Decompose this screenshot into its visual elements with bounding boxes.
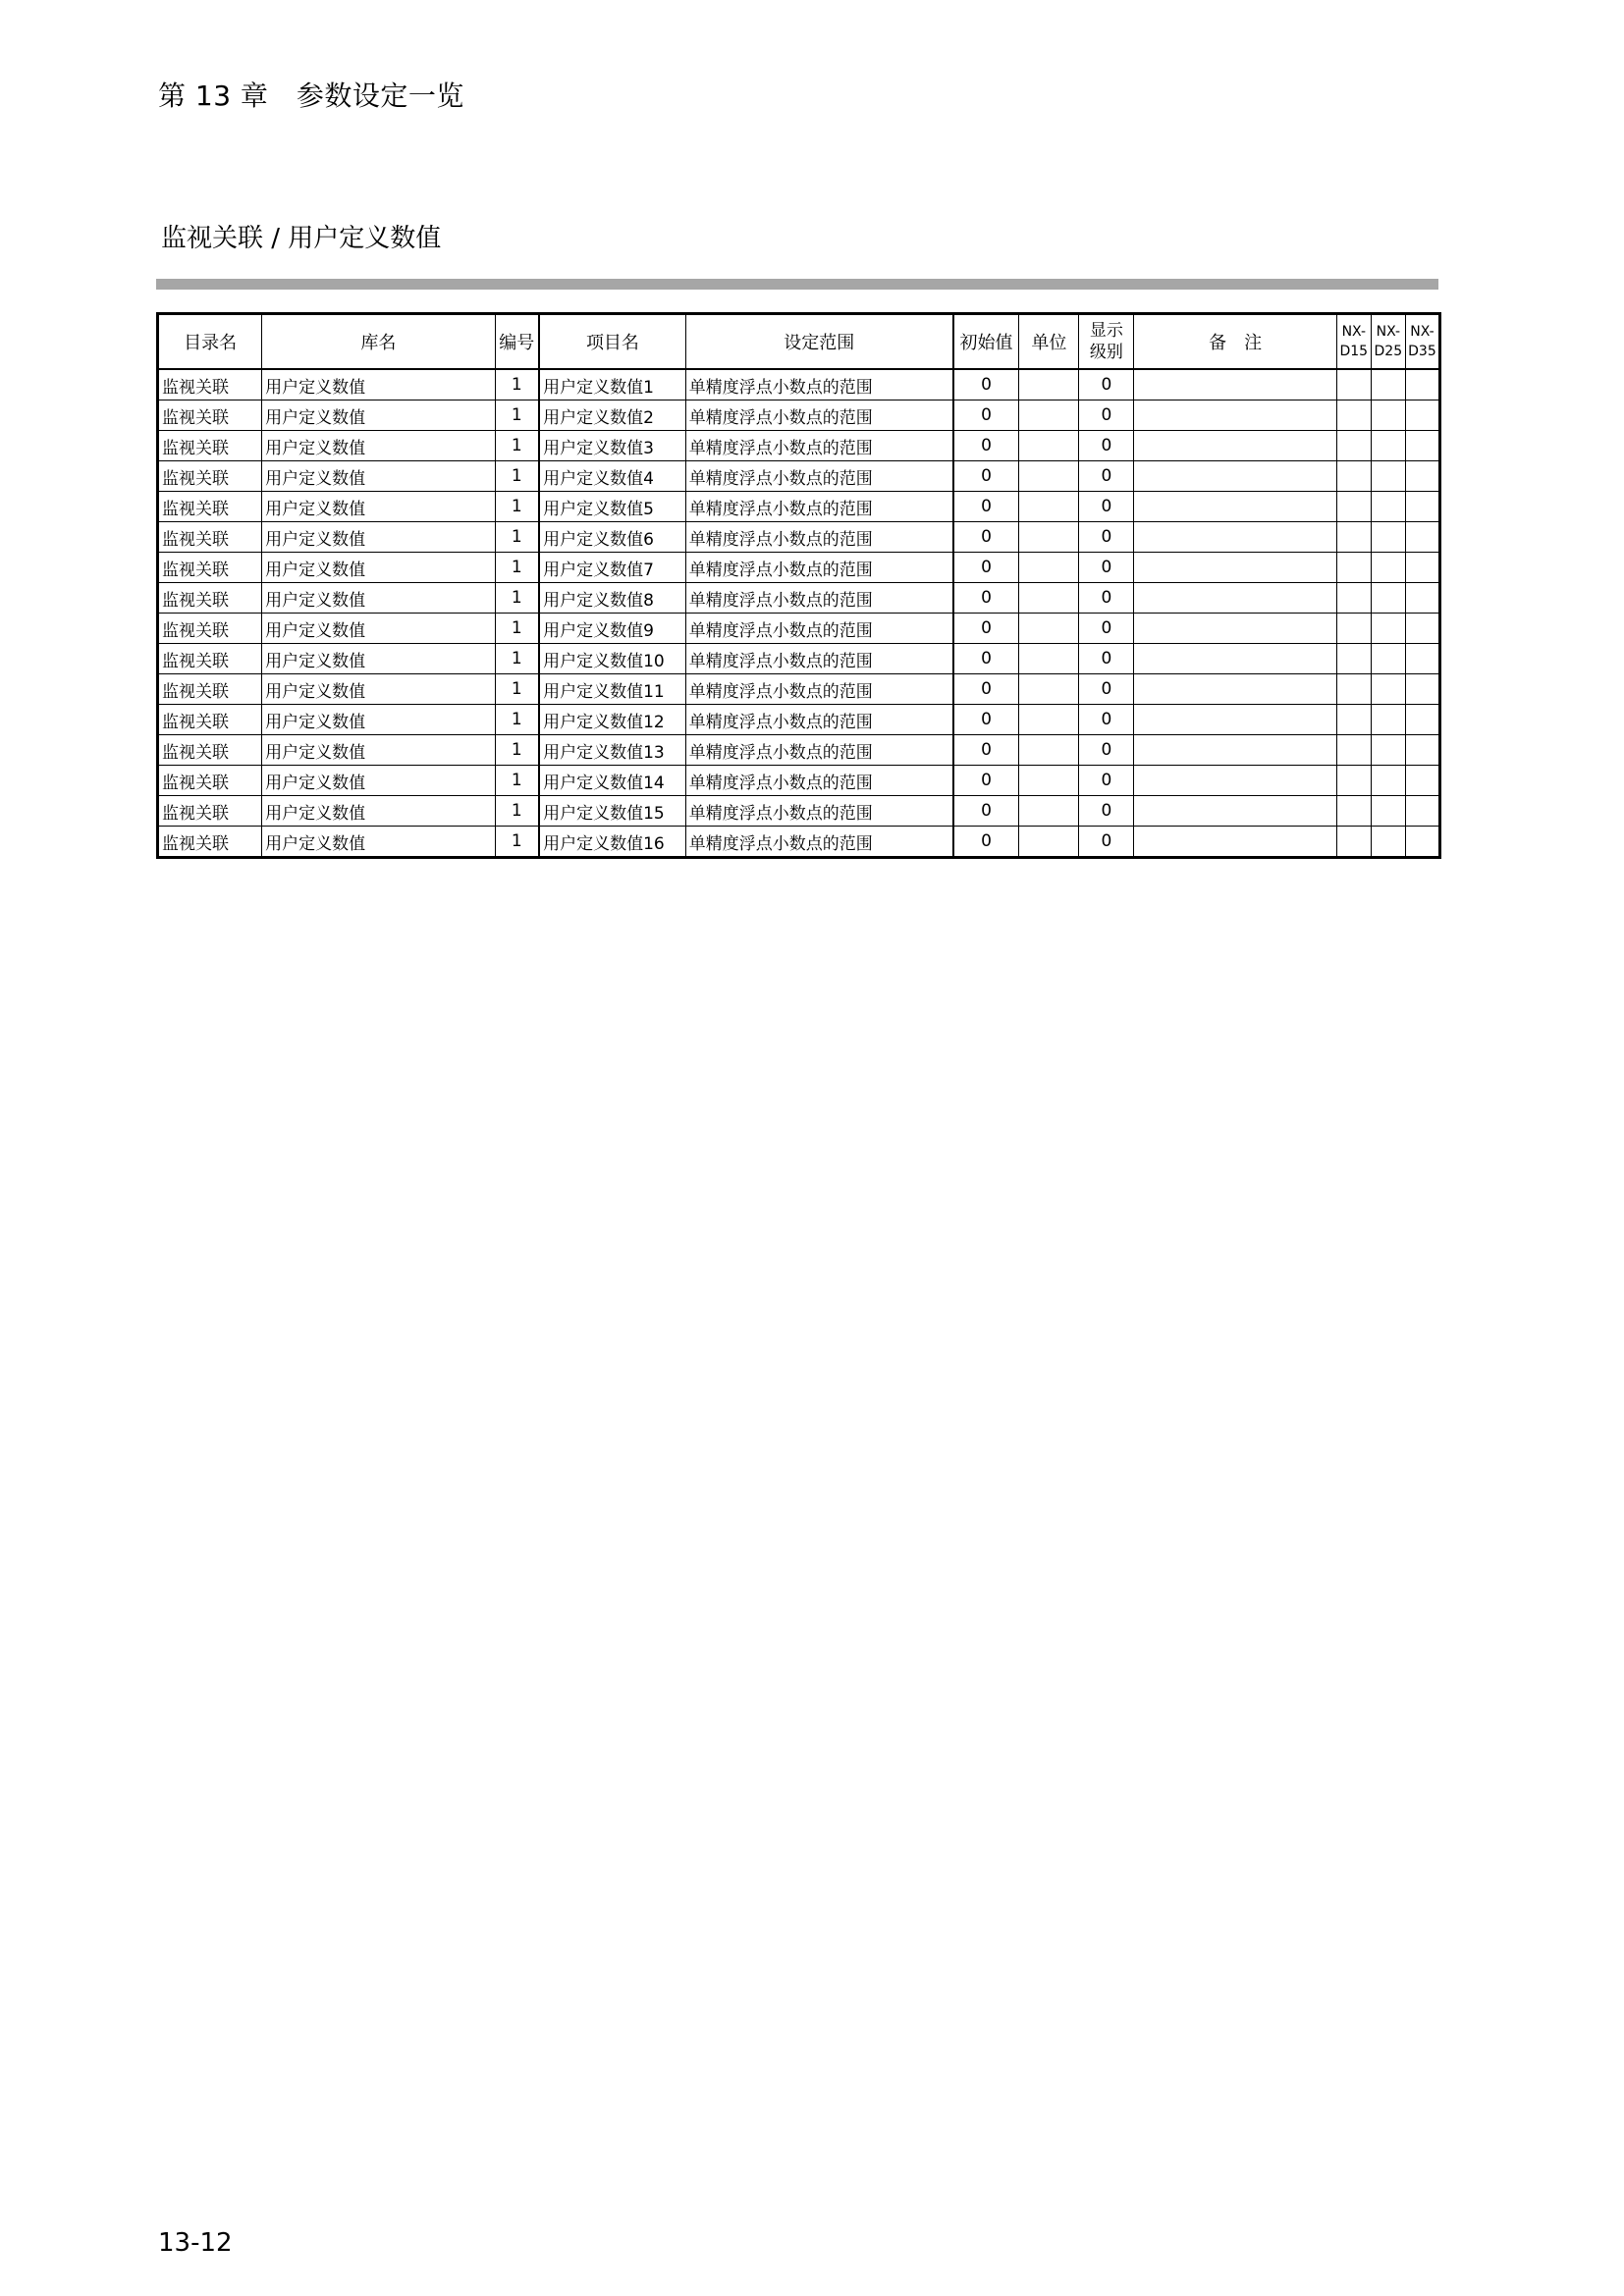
cell-display-level: 0 [1079,735,1134,766]
cell-initial: 0 [953,735,1019,766]
cell-catalog: 监视关联 [158,705,262,735]
cell-unit [1019,553,1079,583]
cell-item: 用户定义数值4 [539,461,685,492]
table-row [158,644,1440,674]
cell-display-level: 0 [1079,644,1134,674]
cell-initial: 0 [953,431,1019,461]
cell-catalog: 监视关联 [158,461,262,492]
table-row [158,461,1440,492]
table-row [158,827,1440,858]
cell-display-level: 0 [1079,766,1134,796]
cell-range: 单精度浮点小数点的范围 [685,431,952,461]
cell-nx-d15 [1336,735,1371,766]
cell-nx-d15 [1336,796,1371,827]
cell-item: 用户定义数值3 [539,431,685,461]
table-row [158,614,1440,644]
cell-remarks [1134,796,1336,827]
cell-unit [1019,522,1079,553]
cell-initial: 0 [953,827,1019,858]
cell-remarks [1134,674,1336,705]
cell-number: 1 [495,766,539,796]
cell-item: 用户定义数值6 [539,522,685,553]
cell-initial: 0 [953,522,1019,553]
cell-library: 用户定义数值 [262,674,495,705]
cell-initial: 0 [953,644,1019,674]
cell-library: 用户定义数值 [262,796,495,827]
cell-initial: 0 [953,583,1019,614]
cell-library: 用户定义数值 [262,705,495,735]
cell-remarks [1134,614,1336,644]
cell-number: 1 [495,827,539,858]
cell-number: 1 [495,614,539,644]
cell-number: 1 [495,461,539,492]
cell-initial: 0 [953,553,1019,583]
cell-nx-d15 [1336,522,1371,553]
cell-nx-d35 [1405,614,1439,644]
cell-unit [1019,674,1079,705]
cell-nx-d25 [1371,492,1405,522]
cell-remarks [1134,583,1336,614]
cell-remarks [1134,431,1336,461]
cell-nx-d25 [1371,431,1405,461]
cell-item: 用户定义数值15 [539,796,685,827]
cell-range: 单精度浮点小数点的范围 [685,644,952,674]
cell-number: 1 [495,644,539,674]
cell-range: 单精度浮点小数点的范围 [685,827,952,858]
cell-unit [1019,369,1079,400]
cell-catalog: 监视关联 [158,553,262,583]
cell-unit [1019,827,1079,858]
cell-range: 单精度浮点小数点的范围 [685,369,952,400]
cell-remarks [1134,827,1336,858]
header-range: 设定范围 [685,314,952,370]
cell-nx-d35 [1405,369,1439,400]
cell-nx-d15 [1336,400,1371,431]
cell-unit [1019,614,1079,644]
cell-library: 用户定义数值 [262,400,495,431]
cell-number: 1 [495,553,539,583]
cell-catalog: 监视关联 [158,644,262,674]
cell-nx-d25 [1371,735,1405,766]
cell-library: 用户定义数值 [262,827,495,858]
cell-library: 用户定义数值 [262,431,495,461]
cell-remarks [1134,553,1336,583]
cell-catalog: 监视关联 [158,674,262,705]
cell-catalog: 监视关联 [158,583,262,614]
header-item: 项目名 [539,314,685,370]
cell-catalog: 监视关联 [158,614,262,644]
table-row [158,735,1440,766]
cell-number: 1 [495,674,539,705]
cell-nx-d35 [1405,766,1439,796]
cell-nx-d35 [1405,735,1439,766]
cell-nx-d25 [1371,674,1405,705]
cell-number: 1 [495,400,539,431]
cell-number: 1 [495,796,539,827]
section-title: 监视关联 / 用户定义数值 [161,224,442,253]
cell-range: 单精度浮点小数点的范围 [685,705,952,735]
table-row [158,796,1440,827]
cell-nx-d35 [1405,492,1439,522]
cell-nx-d15 [1336,827,1371,858]
header-display-level: 显示级别 [1079,314,1134,370]
cell-library: 用户定义数值 [262,583,495,614]
cell-initial: 0 [953,796,1019,827]
cell-initial: 0 [953,492,1019,522]
cell-nx-d25 [1371,705,1405,735]
cell-nx-d35 [1405,400,1439,431]
cell-remarks [1134,522,1336,553]
cell-number: 1 [495,369,539,400]
cell-nx-d15 [1336,431,1371,461]
cell-nx-d25 [1371,796,1405,827]
cell-nx-d35 [1405,431,1439,461]
cell-nx-d25 [1371,614,1405,644]
cell-item: 用户定义数值7 [539,553,685,583]
table-row [158,369,1440,400]
cell-nx-d35 [1405,644,1439,674]
cell-initial: 0 [953,766,1019,796]
cell-unit [1019,705,1079,735]
cell-unit [1019,431,1079,461]
table-row [158,522,1440,553]
cell-display-level: 0 [1079,705,1134,735]
table-row [158,400,1440,431]
cell-range: 单精度浮点小数点的范围 [685,522,952,553]
cell-number: 1 [495,522,539,553]
cell-remarks [1134,766,1336,796]
header-unit: 单位 [1019,314,1079,370]
cell-nx-d15 [1336,461,1371,492]
cell-item: 用户定义数值12 [539,705,685,735]
cell-nx-d35 [1405,583,1439,614]
header-initial: 初始值 [953,314,1019,370]
cell-range: 单精度浮点小数点的范围 [685,735,952,766]
cell-library: 用户定义数值 [262,644,495,674]
cell-nx-d15 [1336,583,1371,614]
cell-display-level: 0 [1079,583,1134,614]
cell-catalog: 监视关联 [158,431,262,461]
cell-catalog: 监视关联 [158,735,262,766]
cell-nx-d15 [1336,766,1371,796]
cell-nx-d25 [1371,553,1405,583]
cell-item: 用户定义数值14 [539,766,685,796]
cell-nx-d25 [1371,583,1405,614]
cell-range: 单精度浮点小数点的范围 [685,796,952,827]
cell-remarks [1134,735,1336,766]
cell-display-level: 0 [1079,400,1134,431]
cell-nx-d15 [1336,674,1371,705]
cell-range: 单精度浮点小数点的范围 [685,583,952,614]
cell-nx-d15 [1336,644,1371,674]
cell-initial: 0 [953,705,1019,735]
cell-library: 用户定义数值 [262,553,495,583]
cell-range: 单精度浮点小数点的范围 [685,614,952,644]
cell-catalog: 监视关联 [158,827,262,858]
cell-catalog: 监视关联 [158,522,262,553]
cell-nx-d25 [1371,827,1405,858]
cell-display-level: 0 [1079,431,1134,461]
cell-nx-d35 [1405,522,1439,553]
cell-item: 用户定义数值2 [539,400,685,431]
cell-nx-d25 [1371,400,1405,431]
cell-nx-d25 [1371,766,1405,796]
cell-library: 用户定义数值 [262,369,495,400]
header-library: 库名 [262,314,495,370]
cell-number: 1 [495,735,539,766]
header-nx-d15: NX-D15 [1336,314,1371,370]
cell-number: 1 [495,492,539,522]
cell-nx-d35 [1405,796,1439,827]
cell-library: 用户定义数值 [262,492,495,522]
cell-item: 用户定义数值16 [539,827,685,858]
cell-nx-d25 [1371,644,1405,674]
cell-nx-d15 [1336,369,1371,400]
cell-nx-d25 [1371,369,1405,400]
table-header-row [158,314,1440,370]
cell-initial: 0 [953,674,1019,705]
cell-library: 用户定义数值 [262,735,495,766]
cell-display-level: 0 [1079,674,1134,705]
cell-remarks [1134,400,1336,431]
parameter-table [156,312,1441,859]
table-row [158,492,1440,522]
cell-item: 用户定义数值5 [539,492,685,522]
cell-catalog: 监视关联 [158,369,262,400]
cell-display-level: 0 [1079,492,1134,522]
cell-item: 用户定义数值1 [539,369,685,400]
cell-display-level: 0 [1079,522,1134,553]
header-remarks: 备 注 [1134,314,1336,370]
table-row [158,705,1440,735]
cell-display-level: 0 [1079,796,1134,827]
cell-nx-d25 [1371,461,1405,492]
cell-unit [1019,766,1079,796]
cell-display-level: 0 [1079,369,1134,400]
cell-library: 用户定义数值 [262,614,495,644]
header-catalog: 目录名 [158,314,262,370]
table-row [158,766,1440,796]
cell-nx-d35 [1405,674,1439,705]
cell-number: 1 [495,705,539,735]
cell-display-level: 0 [1079,827,1134,858]
cell-remarks [1134,644,1336,674]
header-nx-d35: NX-D35 [1405,314,1439,370]
cell-range: 单精度浮点小数点的范围 [685,766,952,796]
cell-unit [1019,644,1079,674]
cell-nx-d15 [1336,705,1371,735]
cell-unit [1019,492,1079,522]
cell-unit [1019,461,1079,492]
table-row [158,431,1440,461]
cell-range: 单精度浮点小数点的范围 [685,492,952,522]
cell-number: 1 [495,583,539,614]
cell-nx-d35 [1405,553,1439,583]
table-row [158,674,1440,705]
cell-initial: 0 [953,614,1019,644]
cell-unit [1019,735,1079,766]
cell-range: 单精度浮点小数点的范围 [685,553,952,583]
cell-display-level: 0 [1079,461,1134,492]
cell-unit [1019,796,1079,827]
chapter-title: 第 13 章 参数设定一览 [158,80,464,112]
cell-range: 单精度浮点小数点的范围 [685,400,952,431]
cell-initial: 0 [953,369,1019,400]
cell-display-level: 0 [1079,553,1134,583]
cell-remarks [1134,705,1336,735]
cell-number: 1 [495,431,539,461]
cell-unit [1019,583,1079,614]
cell-range: 单精度浮点小数点的范围 [685,674,952,705]
cell-item: 用户定义数值8 [539,583,685,614]
cell-nx-d15 [1336,553,1371,583]
cell-library: 用户定义数值 [262,766,495,796]
cell-range: 单精度浮点小数点的范围 [685,461,952,492]
cell-display-level: 0 [1079,614,1134,644]
cell-item: 用户定义数值11 [539,674,685,705]
cell-catalog: 监视关联 [158,400,262,431]
cell-nx-d35 [1405,461,1439,492]
cell-remarks [1134,461,1336,492]
section-divider [156,279,1438,290]
cell-remarks [1134,369,1336,400]
table-body [158,369,1440,858]
cell-nx-d15 [1336,614,1371,644]
cell-catalog: 监视关联 [158,766,262,796]
page-number: 13-12 [158,2228,233,2258]
cell-library: 用户定义数值 [262,461,495,492]
cell-remarks [1134,492,1336,522]
cell-item: 用户定义数值10 [539,644,685,674]
cell-nx-d15 [1336,492,1371,522]
header-number: 编号 [495,314,539,370]
table-row [158,583,1440,614]
cell-item: 用户定义数值13 [539,735,685,766]
header-nx-d25: NX-D25 [1371,314,1405,370]
cell-unit [1019,400,1079,431]
table-row [158,553,1440,583]
cell-catalog: 监视关联 [158,492,262,522]
cell-item: 用户定义数值9 [539,614,685,644]
cell-catalog: 监视关联 [158,796,262,827]
cell-nx-d35 [1405,705,1439,735]
cell-initial: 0 [953,400,1019,431]
cell-library: 用户定义数值 [262,522,495,553]
cell-nx-d35 [1405,827,1439,858]
cell-nx-d25 [1371,522,1405,553]
cell-initial: 0 [953,461,1019,492]
